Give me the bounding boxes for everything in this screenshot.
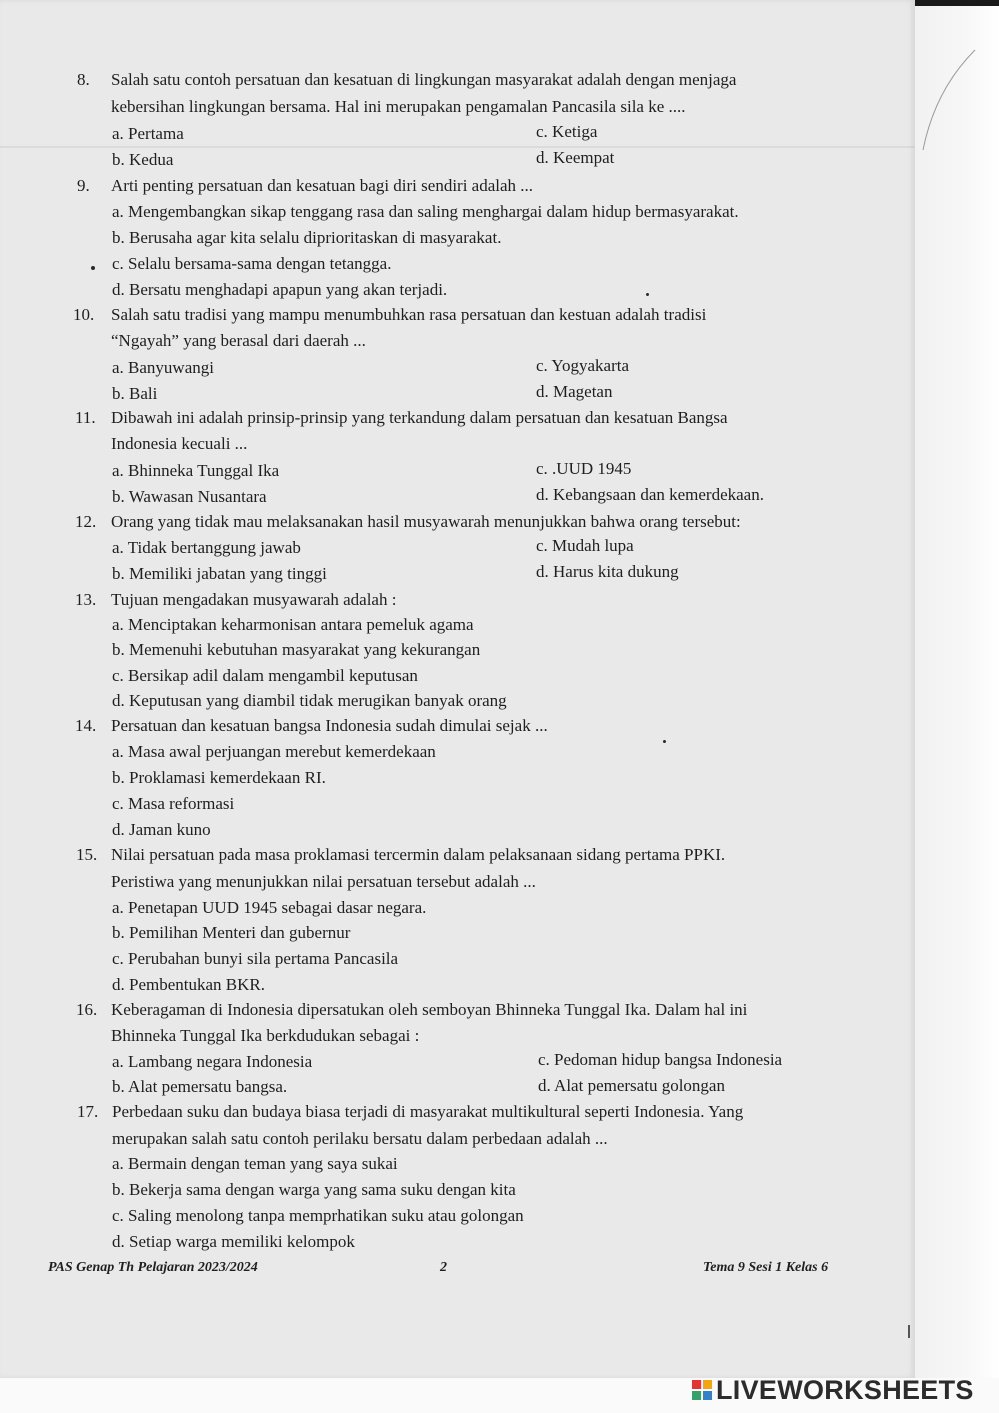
option-a[interactable]: a. Pertama xyxy=(112,124,184,143)
option-c[interactable]: c. Perubahan bunyi sila pertama Pancasila xyxy=(112,949,399,968)
option-d[interactable]: d. Harus kita dukung xyxy=(536,562,679,581)
option-a[interactable]: a. Tidak bertanggung jawab xyxy=(112,538,301,557)
logo-square xyxy=(692,1380,701,1389)
option-a[interactable]: a. Banyuwangi xyxy=(112,358,214,377)
question-stem-line: Persatuan dan kesatuan bangsa Indonesia sudah dimulai sejak ... xyxy=(111,716,548,735)
question-stem-line: Peristiwa yang menunjukkan nilai persatuan tersebut adalah ... xyxy=(111,872,536,891)
scan-edge-curve xyxy=(915,30,999,230)
option-a[interactable]: a. Menciptakan keharmonisan antara pemeluk agama xyxy=(112,615,474,634)
question-number: 11. xyxy=(75,408,96,427)
option-d[interactable]: d. Kebangsaan dan kemerdekaan. xyxy=(536,485,764,504)
option-b[interactable]: b. Memenuhi kebutuhan masyarakat yang kekurangan xyxy=(112,640,481,659)
option-d[interactable]: d. Jaman kuno xyxy=(112,820,211,839)
question-stem-line: kebersihan lingkungan bersama. Hal ini merupakan pengamalan Pancasila sila ke .... xyxy=(111,97,686,116)
question-stem-line: Indonesia kecuali ... xyxy=(111,434,248,453)
option-b[interactable]: b. Proklamasi kemerdekaan RI. xyxy=(112,768,326,787)
option-b[interactable]: b. Bali xyxy=(112,384,158,403)
option-a[interactable]: a. Bhinneka Tunggal Ika xyxy=(112,461,280,480)
question-stem-line: Tujuan mengadakan musyawarah adalah : xyxy=(111,590,397,609)
option-c[interactable]: c. .UUD 1945 xyxy=(536,459,632,478)
option-b[interactable]: b. Alat pemersatu bangsa. xyxy=(112,1077,288,1096)
scan-speck xyxy=(91,266,95,270)
option-d[interactable]: d. Magetan xyxy=(536,382,613,401)
scan-speck xyxy=(646,293,649,296)
option-c[interactable]: c. Masa reformasi xyxy=(112,794,235,813)
question-number: 17. xyxy=(77,1102,99,1121)
question-stem-line: merupakan salah satu contoh perilaku bersatu dalam perbedaan adalah ... xyxy=(112,1129,608,1148)
option-d[interactable]: d. Setiap warga memiliki kelompok xyxy=(112,1232,355,1251)
question-number: 13. xyxy=(75,590,97,609)
option-b[interactable]: b. Memiliki jabatan yang tinggi xyxy=(112,564,327,583)
option-c[interactable]: c. Pedoman hidup bangsa Indonesia xyxy=(538,1050,783,1069)
option-a[interactable]: a. Bermain dengan teman yang saya sukai xyxy=(112,1154,398,1173)
scan-page-edge xyxy=(915,0,999,1413)
option-d[interactable]: d. Alat pemersatu golongan xyxy=(538,1076,725,1095)
footer-exam-title: PAS Genap Th Pelajaran 2023/2024 xyxy=(48,1260,258,1275)
scan-top-band xyxy=(915,0,999,6)
logo-square xyxy=(703,1380,712,1389)
question-number: 12. xyxy=(75,512,97,531)
option-b[interactable]: b. Berusaha agar kita selalu diprioritaskan di masyarakat. xyxy=(112,228,502,247)
question-number: 14. xyxy=(75,716,97,735)
footer-theme-info: Tema 9 Sesi 1 Kelas 6 xyxy=(703,1260,829,1275)
option-b[interactable]: b. Pemilihan Menteri dan gubernur xyxy=(112,923,351,942)
option-c[interactable]: c. Bersikap adil dalam mengambil keputusan xyxy=(112,666,418,685)
question-stem-line: Orang yang tidak mau melaksanakan hasil musyawarah menunjukkan bahwa orang tersebut: xyxy=(111,512,741,531)
option-c[interactable]: c. Selalu bersama-sama dengan tetangga. xyxy=(112,254,392,273)
question-stem-line: Bhinneka Tunggal Ika berkdudukan sebagai : xyxy=(111,1026,420,1045)
question-stem-line: Nilai persatuan pada masa proklamasi tercermin dalam pelaksanaan sidang pertama PPKI. xyxy=(111,845,726,864)
option-c[interactable]: c. Saling menolong tanpa memprhatikan suku atau golongan xyxy=(112,1206,524,1225)
liveworksheets-watermark xyxy=(692,1372,992,1408)
option-a[interactable]: a. Lambang negara Indonesia xyxy=(112,1052,313,1071)
option-c[interactable]: c. Yogyakarta xyxy=(536,356,630,375)
option-d[interactable]: d. Pembentukan BKR. xyxy=(112,975,265,994)
option-a[interactable]: a. Masa awal perjuangan merebut kemerdekaan xyxy=(112,742,436,761)
question-stem-line: Arti penting persatuan dan kesatuan bagi diri sendiri adalah ... xyxy=(111,176,534,195)
option-d[interactable]: d. Keempat xyxy=(536,148,615,167)
option-d[interactable]: d. Bersatu menghadapi apapun yang akan terjadi. xyxy=(112,280,448,299)
footer-page-number: 2 xyxy=(440,1260,447,1275)
option-b[interactable]: b. Bekerja sama dengan warga yang sama suku dengan kita xyxy=(112,1180,516,1199)
option-a[interactable]: a. Penetapan UUD 1945 sebagai dasar negara. xyxy=(112,898,427,917)
option-c[interactable]: c. Mudah lupa xyxy=(536,536,634,555)
option-d[interactable]: d. Keputusan yang diambil tidak merugikan banyak orang xyxy=(112,691,507,710)
question-stem-line: “Ngayah” yang berasal dari daerah ... xyxy=(111,331,366,350)
scan-mark xyxy=(908,1325,910,1338)
scan-line xyxy=(0,146,915,148)
question-stem-line: Salah satu tradisi yang mampu menumbuhkan rasa persatuan dan kestuan adalah tradisi xyxy=(111,305,707,324)
question-stem-line: Dibawah ini adalah prinsip-prinsip yang terkandung dalam persatuan dan kesatuan Bangsa xyxy=(111,408,728,427)
question-number: 9. xyxy=(77,176,90,195)
question-number: 8. xyxy=(77,70,90,89)
option-b[interactable]: b. Kedua xyxy=(112,150,174,169)
question-number: 10. xyxy=(73,305,95,324)
option-b[interactable]: b. Wawasan Nusantara xyxy=(112,487,267,506)
liveworksheets-logo-icon xyxy=(692,1380,712,1400)
logo-square xyxy=(692,1391,701,1400)
question-stem-line: Salah satu contoh persatuan dan kesatuan di lingkungan masyarakat adalah dengan menjaga xyxy=(111,70,737,89)
question-stem-line: Keberagaman di Indonesia dipersatukan oleh semboyan Bhinneka Tunggal Ika. Dalam hal ini xyxy=(111,1000,748,1019)
question-stem-line: Perbedaan suku dan budaya biasa terjadi di masyarakat multikultural seperti Indonesia. Yang xyxy=(112,1102,744,1121)
option-a[interactable]: a. Mengembangkan sikap tenggang rasa dan saling menghargai dalam hidup bermasyarakat. xyxy=(112,202,739,221)
watermark-text: LIVEWORKSHEETS xyxy=(716,1374,974,1405)
question-number: 15. xyxy=(76,845,98,864)
question-number: 16. xyxy=(76,1000,98,1019)
option-c[interactable]: c. Ketiga xyxy=(536,122,598,141)
scan-speck xyxy=(663,740,666,743)
logo-square xyxy=(703,1391,712,1400)
